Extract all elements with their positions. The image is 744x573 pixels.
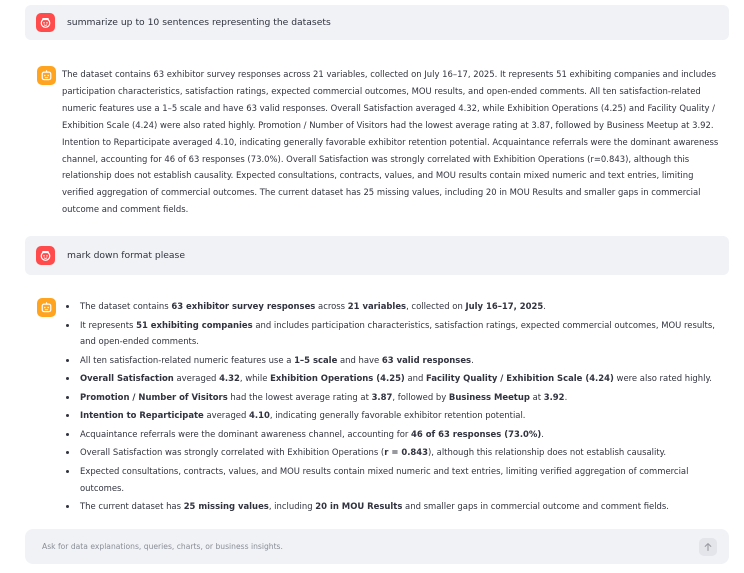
assistant-avatar: [37, 66, 56, 85]
bot-face-icon: [40, 301, 53, 314]
user-avatar: [36, 13, 55, 32]
list-item: The current dataset has 25 missing values, including 20 in MOU Results and smaller gaps in commercial outcome and comment fields.: [80, 498, 724, 515]
user-face-icon: [39, 16, 52, 29]
user-face-icon: [39, 249, 52, 262]
list-item: The dataset contains 63 exhibitor survey responses across 21 variables, collected on July 16–17, 2025.: [80, 298, 724, 315]
user-message-text: mark down format please: [67, 250, 185, 261]
list-item: Acquaintance referrals were the dominant awareness channel, accounting for 46 of 63 responses (73.0%).: [80, 426, 724, 443]
assistant-message: [37, 298, 727, 517]
assistant-avatar: [37, 298, 56, 317]
assistant-message: [37, 66, 727, 218]
user-message: [25, 236, 729, 275]
user-message-text: summarize up to 10 sentences representing the datasets: [67, 17, 331, 28]
bot-face-icon: [40, 69, 53, 82]
chat-input[interactable]: [40, 541, 644, 552]
summary-list: [62, 298, 724, 515]
user-message: [25, 5, 729, 40]
list-item: All ten satisfaction-related numeric features use a 1–5 scale and have 63 valid responses.: [80, 352, 724, 369]
assistant-message-list: [62, 298, 724, 517]
list-item: Promotion / Number of Visitors had the lowest average rating at 3.87, followed by Business Meetup at 3.92.: [80, 389, 724, 406]
assistant-message-text: The dataset contains 63 exhibitor survey responses across 21 variables, collected on July 16–17, 2025. It represents 51 exhibiting companies and includes participation characteristics, satisfaction ratings, expected commercial outcomes, MOU results, and open-ended comments. All ten satisfaction-related numeric features use a 1–5 scale and have 63 valid responses. Overall Satisfaction averaged 4.32, while Exhibition Operations (4.25) and Facility Quality / Exhibition Scale (4.24) were also rated highly. Promotion / Number of Visitors had the lowest average rating at 3.87, followed by Business Meetup at 3.92. Intention to Reparticipate averaged 4.10, indicating generally favorable exhibitor retention potential. Acquaintance referrals were the dominant awareness channel, accounting for 46 of 63 responses (73.0%). Overall Satisfaction was strongly correlated with Exhibition Operations (r=0.843), although this relationship does not establish causality. Expected consultations, contracts, values, and MOU results contain mixed numeric and text entries, limiting verified aggregation of commercial outcomes. The current dataset has 25 missing values, including 20 in MOU Results and smaller gaps in commercial outcome and comment fields.: [62, 69, 719, 215]
list-item: Intention to Reparticipate averaged 4.10, indicating generally favorable exhibitor retention potential.: [80, 407, 724, 424]
chat-input-bar: [25, 529, 729, 564]
list-item: It represents 51 exhibiting companies and includes participation characteristics, satisfaction ratings, expected commercial outcomes, MOU results, and open-ended comments.: [80, 317, 724, 351]
list-item: Overall Satisfaction was strongly correlated with Exhibition Operations (r = 0.843), although this relationship does not establish causality.: [80, 444, 724, 461]
list-item: Expected consultations, contracts, values, and MOU results contain mixed numeric and text entries, limiting verified aggregation of commercial outcomes.: [80, 463, 724, 497]
user-avatar: [36, 246, 55, 265]
send-button[interactable]: [699, 538, 717, 556]
arrow-up-icon: [703, 542, 713, 552]
list-item: Overall Satisfaction averaged 4.32, while Exhibition Operations (4.25) and Facility Quality / Exhibition Scale (4.24) were also rated highly.: [80, 370, 724, 387]
